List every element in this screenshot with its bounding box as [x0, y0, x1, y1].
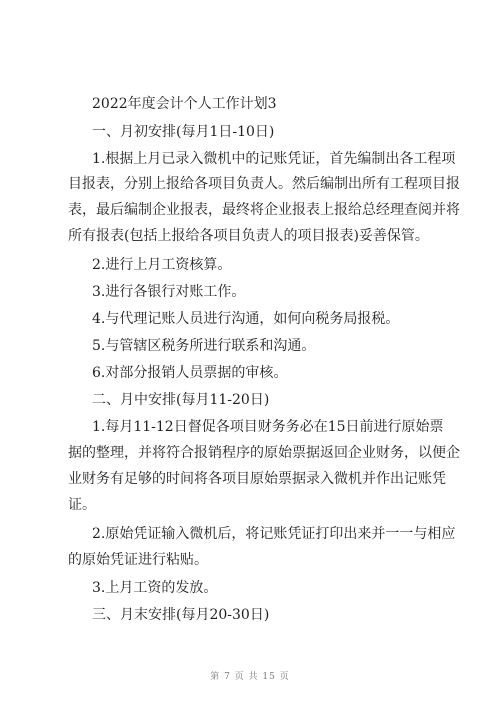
paragraph-line: 1.根据上月已录入微机中的记账凭证，首先编制出各工程项	[92, 151, 456, 167]
paragraph-line: 2.原始凭证输入微机后，将记账凭证打印出来并一一与相应	[92, 526, 456, 542]
paragraph-line: 表，最后编制企业报表，最终将企业报表上报给总经理查阅并将	[68, 202, 460, 218]
paragraph-line: 所有报表(包括上报给各项目负责人的项目报表)妥善保管。	[68, 228, 429, 244]
paragraph-line: 据的整理，并将符合报销程序的原始票据返回企业财务，以便企	[68, 445, 460, 461]
section-heading-end-month: 三、月末安排(每月20-30日)	[92, 607, 270, 623]
list-item: 3.上月工资的发放。	[92, 580, 218, 596]
page-number-footer: 第 7 页 共 15 页	[210, 672, 290, 682]
list-item: 6.对部分报销人员票据的审核。	[92, 365, 288, 381]
paragraph-line: 1.每月11-12日督促各项目财务务必在15日前进行原始票	[92, 419, 444, 435]
document-title: 2022年度会计个人工作计划3	[92, 96, 277, 112]
paragraph-line: 业财务有足够的时间将各项目原始票据录入微机并作出记账凭	[68, 471, 446, 487]
paragraph-line: 目报表，分别上报给各项目负责人。然后编制出所有工程项目报	[68, 176, 460, 192]
list-item: 4.与代理记账人员进行沟通，如何向税务局报税。	[92, 311, 400, 327]
section-heading-mid-month: 二、月中安排(每月11-20日)	[92, 392, 270, 408]
section-heading-early-month: 一、月初安排(每月1日-10日)	[92, 124, 275, 140]
paragraph-line: 证。	[68, 497, 96, 513]
list-item: 2.进行上月工资核算。	[92, 257, 232, 273]
list-item: 5.与管辖区税务所进行联系和沟通。	[92, 338, 316, 354]
paragraph-line: 的原始凭证进行粘贴。	[68, 552, 208, 568]
list-item: 3.进行各银行对账工作。	[92, 284, 246, 300]
